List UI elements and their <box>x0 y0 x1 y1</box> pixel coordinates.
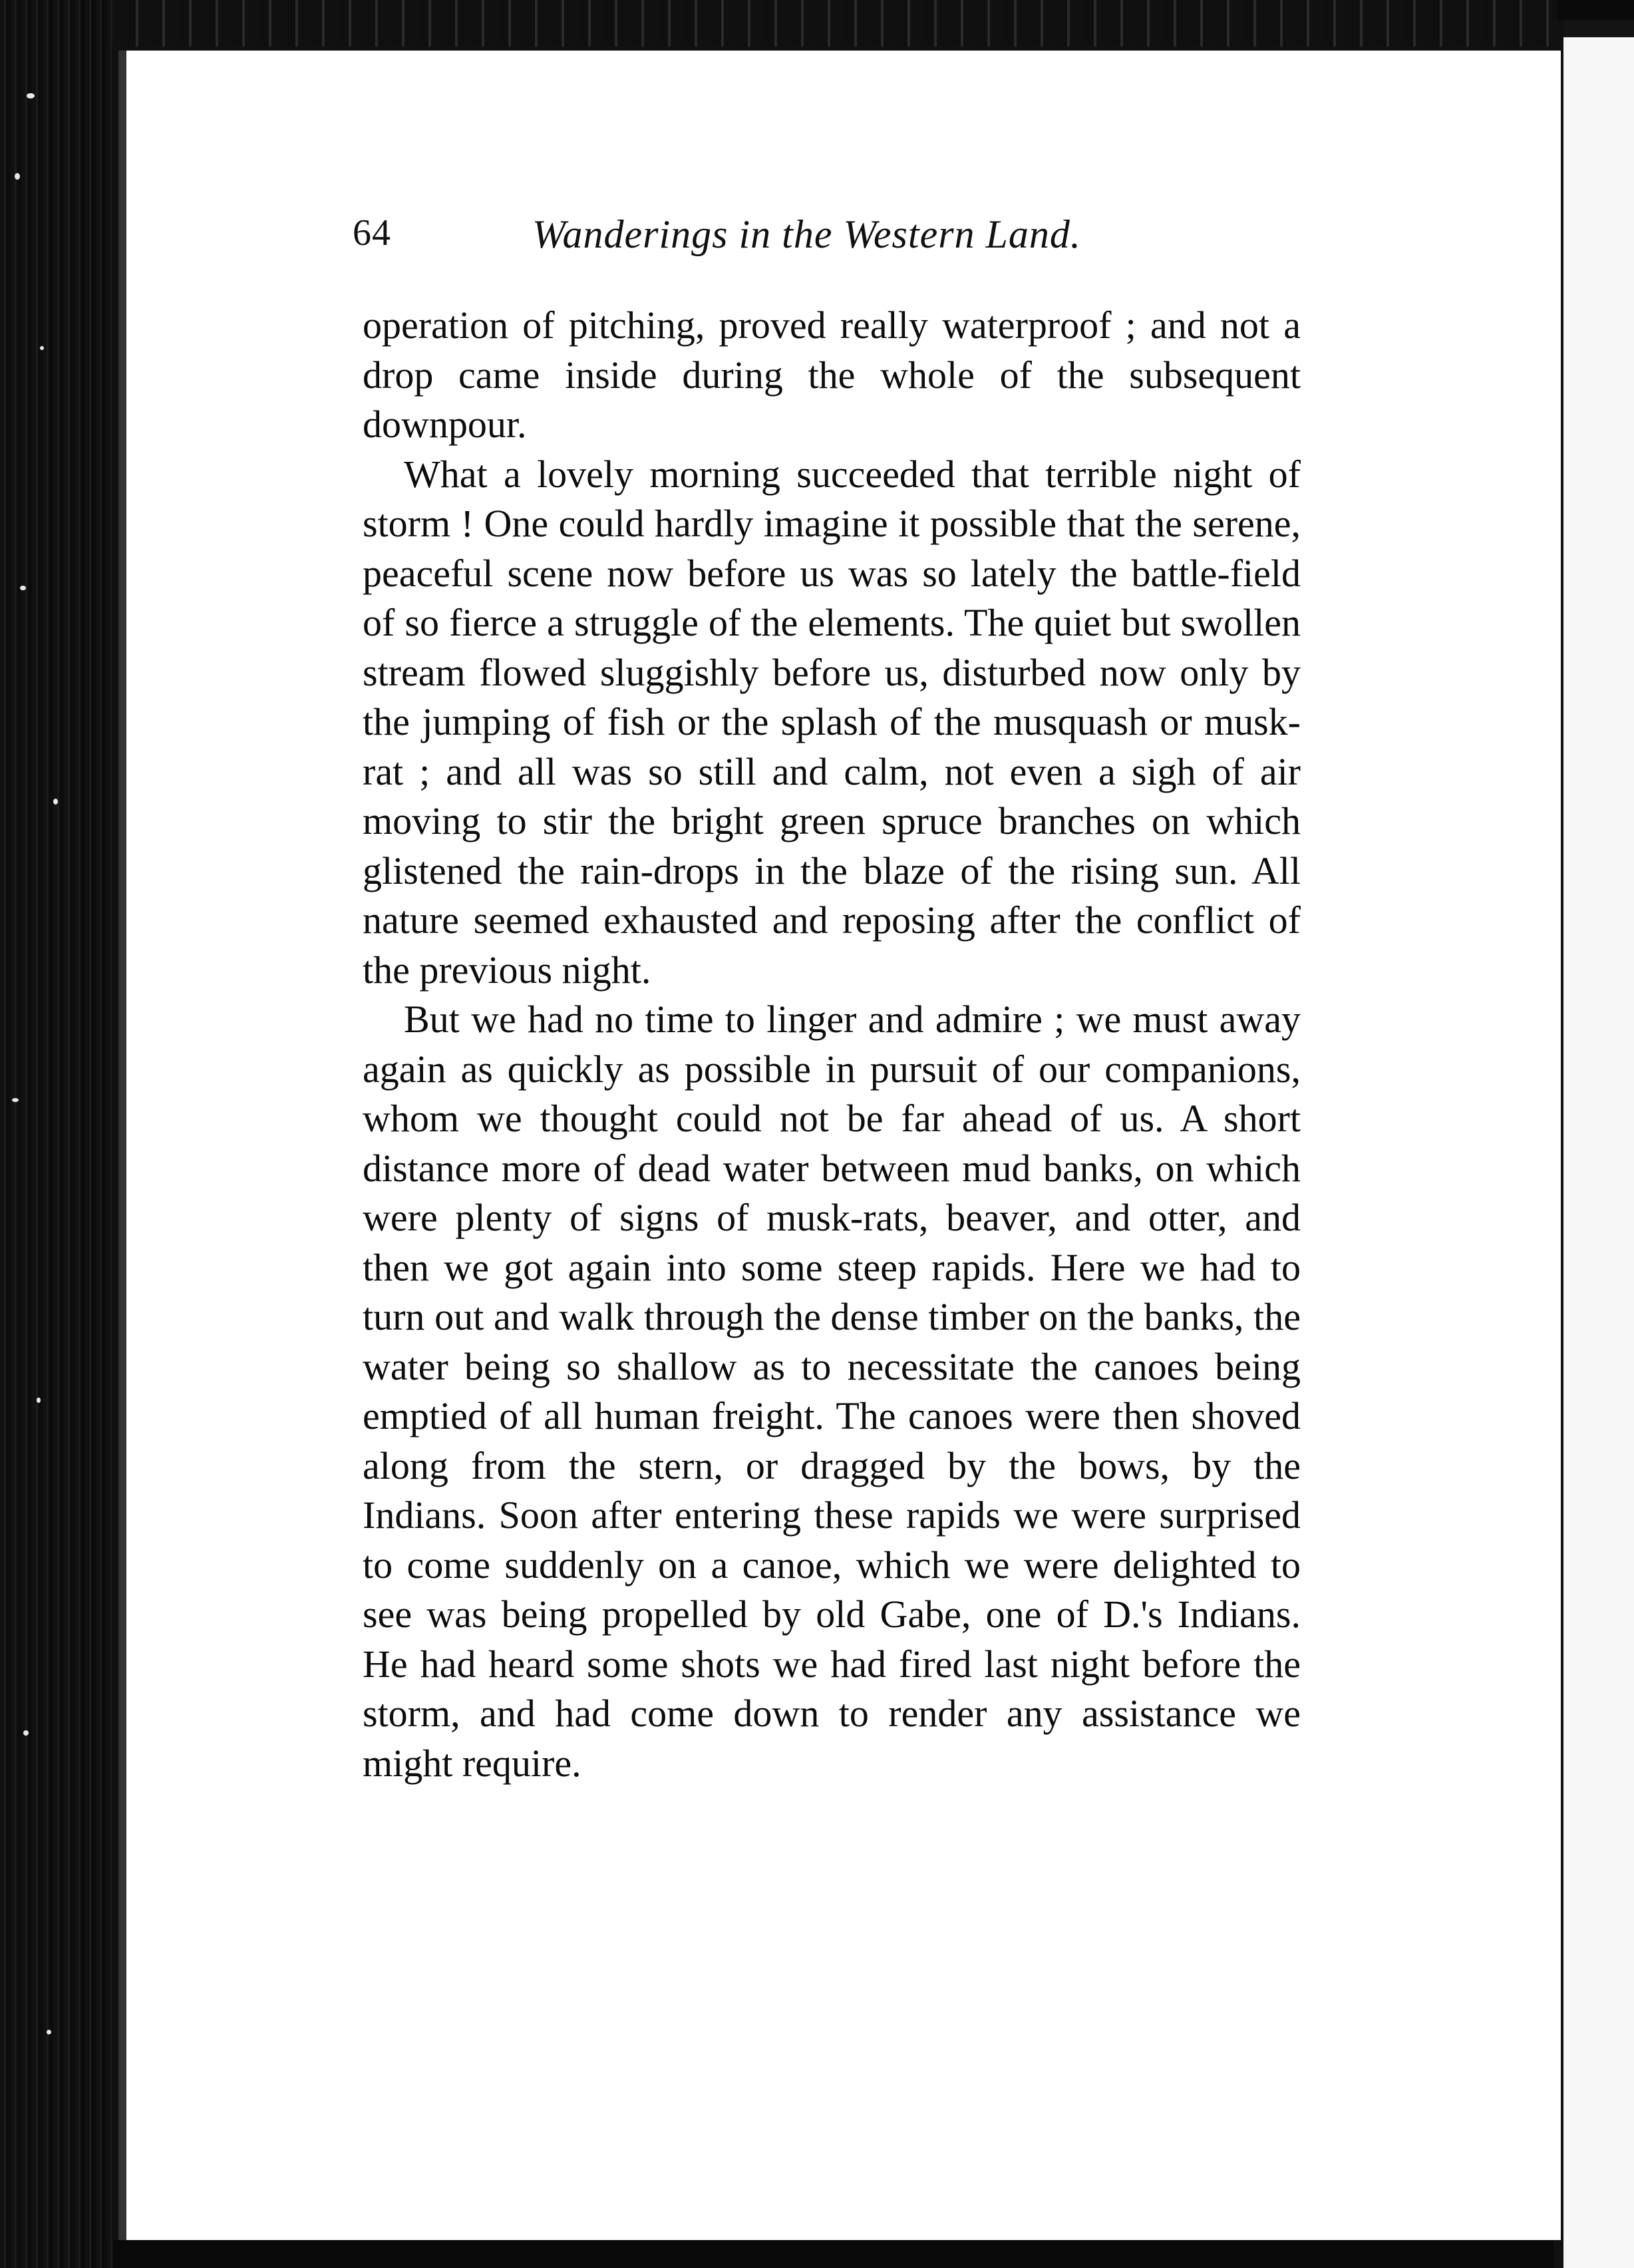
top-binding-edge <box>100 0 1557 48</box>
speck <box>27 93 35 98</box>
speck <box>12 1098 19 1102</box>
speck <box>53 799 58 805</box>
speck <box>23 1730 29 1736</box>
speck <box>15 173 20 180</box>
speck <box>20 586 26 590</box>
paragraph-morning: What a lovely morning succeeded that terrible night of storm ! One could hardly imagine it possible that the serene, peaceful scene now before us was so lately the battle-field of so fierce a struggle of the elements. The quiet but swollen stream flowed sluggishly before us, disturbed now only by the jumping of fish or the splash of the musquash or musk-rat ; and all was so still and calm, not even a sigh of air moving to stir the bright green spruce branches on which glistened the rain-drops in the blaze of the rising sun. All nature seemed exhausted and reposing after the conflict of the previous night. <box>363 452 1301 992</box>
page-number: 64 <box>353 212 391 254</box>
speck <box>40 346 44 350</box>
speck <box>47 2030 51 2034</box>
left-book-edge <box>0 0 113 2268</box>
adjacent-page-rule <box>1563 20 1634 37</box>
body-text <box>363 301 1301 1788</box>
adjacent-page-edge <box>1554 20 1634 2268</box>
paragraph-rapids: But we had no time to linger and admire ; we must away again as quickly as possible in pursuit of our companions, whom we thought could not be far ahead of us. A short distance more of dead water between mud banks, on which were plenty of signs of musk-rats, beaver, and otter, and then we got again into some steep rapids. Here we had to turn out and walk through the dense timber on the banks, the water being so shallow as to necessitate the canoes being emptied of all human freight. The canoes were then shoved along from the stern, or dragged by the bows, by the Indians. Soon after entering these rapids we were surprised to come suddenly on a canoe, which we were delighted to see was being propelled by old Gabe, one of D.'s Indians. He had heard some shots we had fired last night before the storm, and had come down to render any assistance we might require. <box>363 998 1301 1785</box>
running-head <box>353 212 1351 265</box>
speck <box>37 1398 41 1403</box>
book-title: Wanderings in the Western Land. <box>532 212 1081 256</box>
paragraph-continued: operation of pitching, proved really waterproof ; and not a drop came inside during the whole of the subsequent downpour. <box>363 303 1301 446</box>
